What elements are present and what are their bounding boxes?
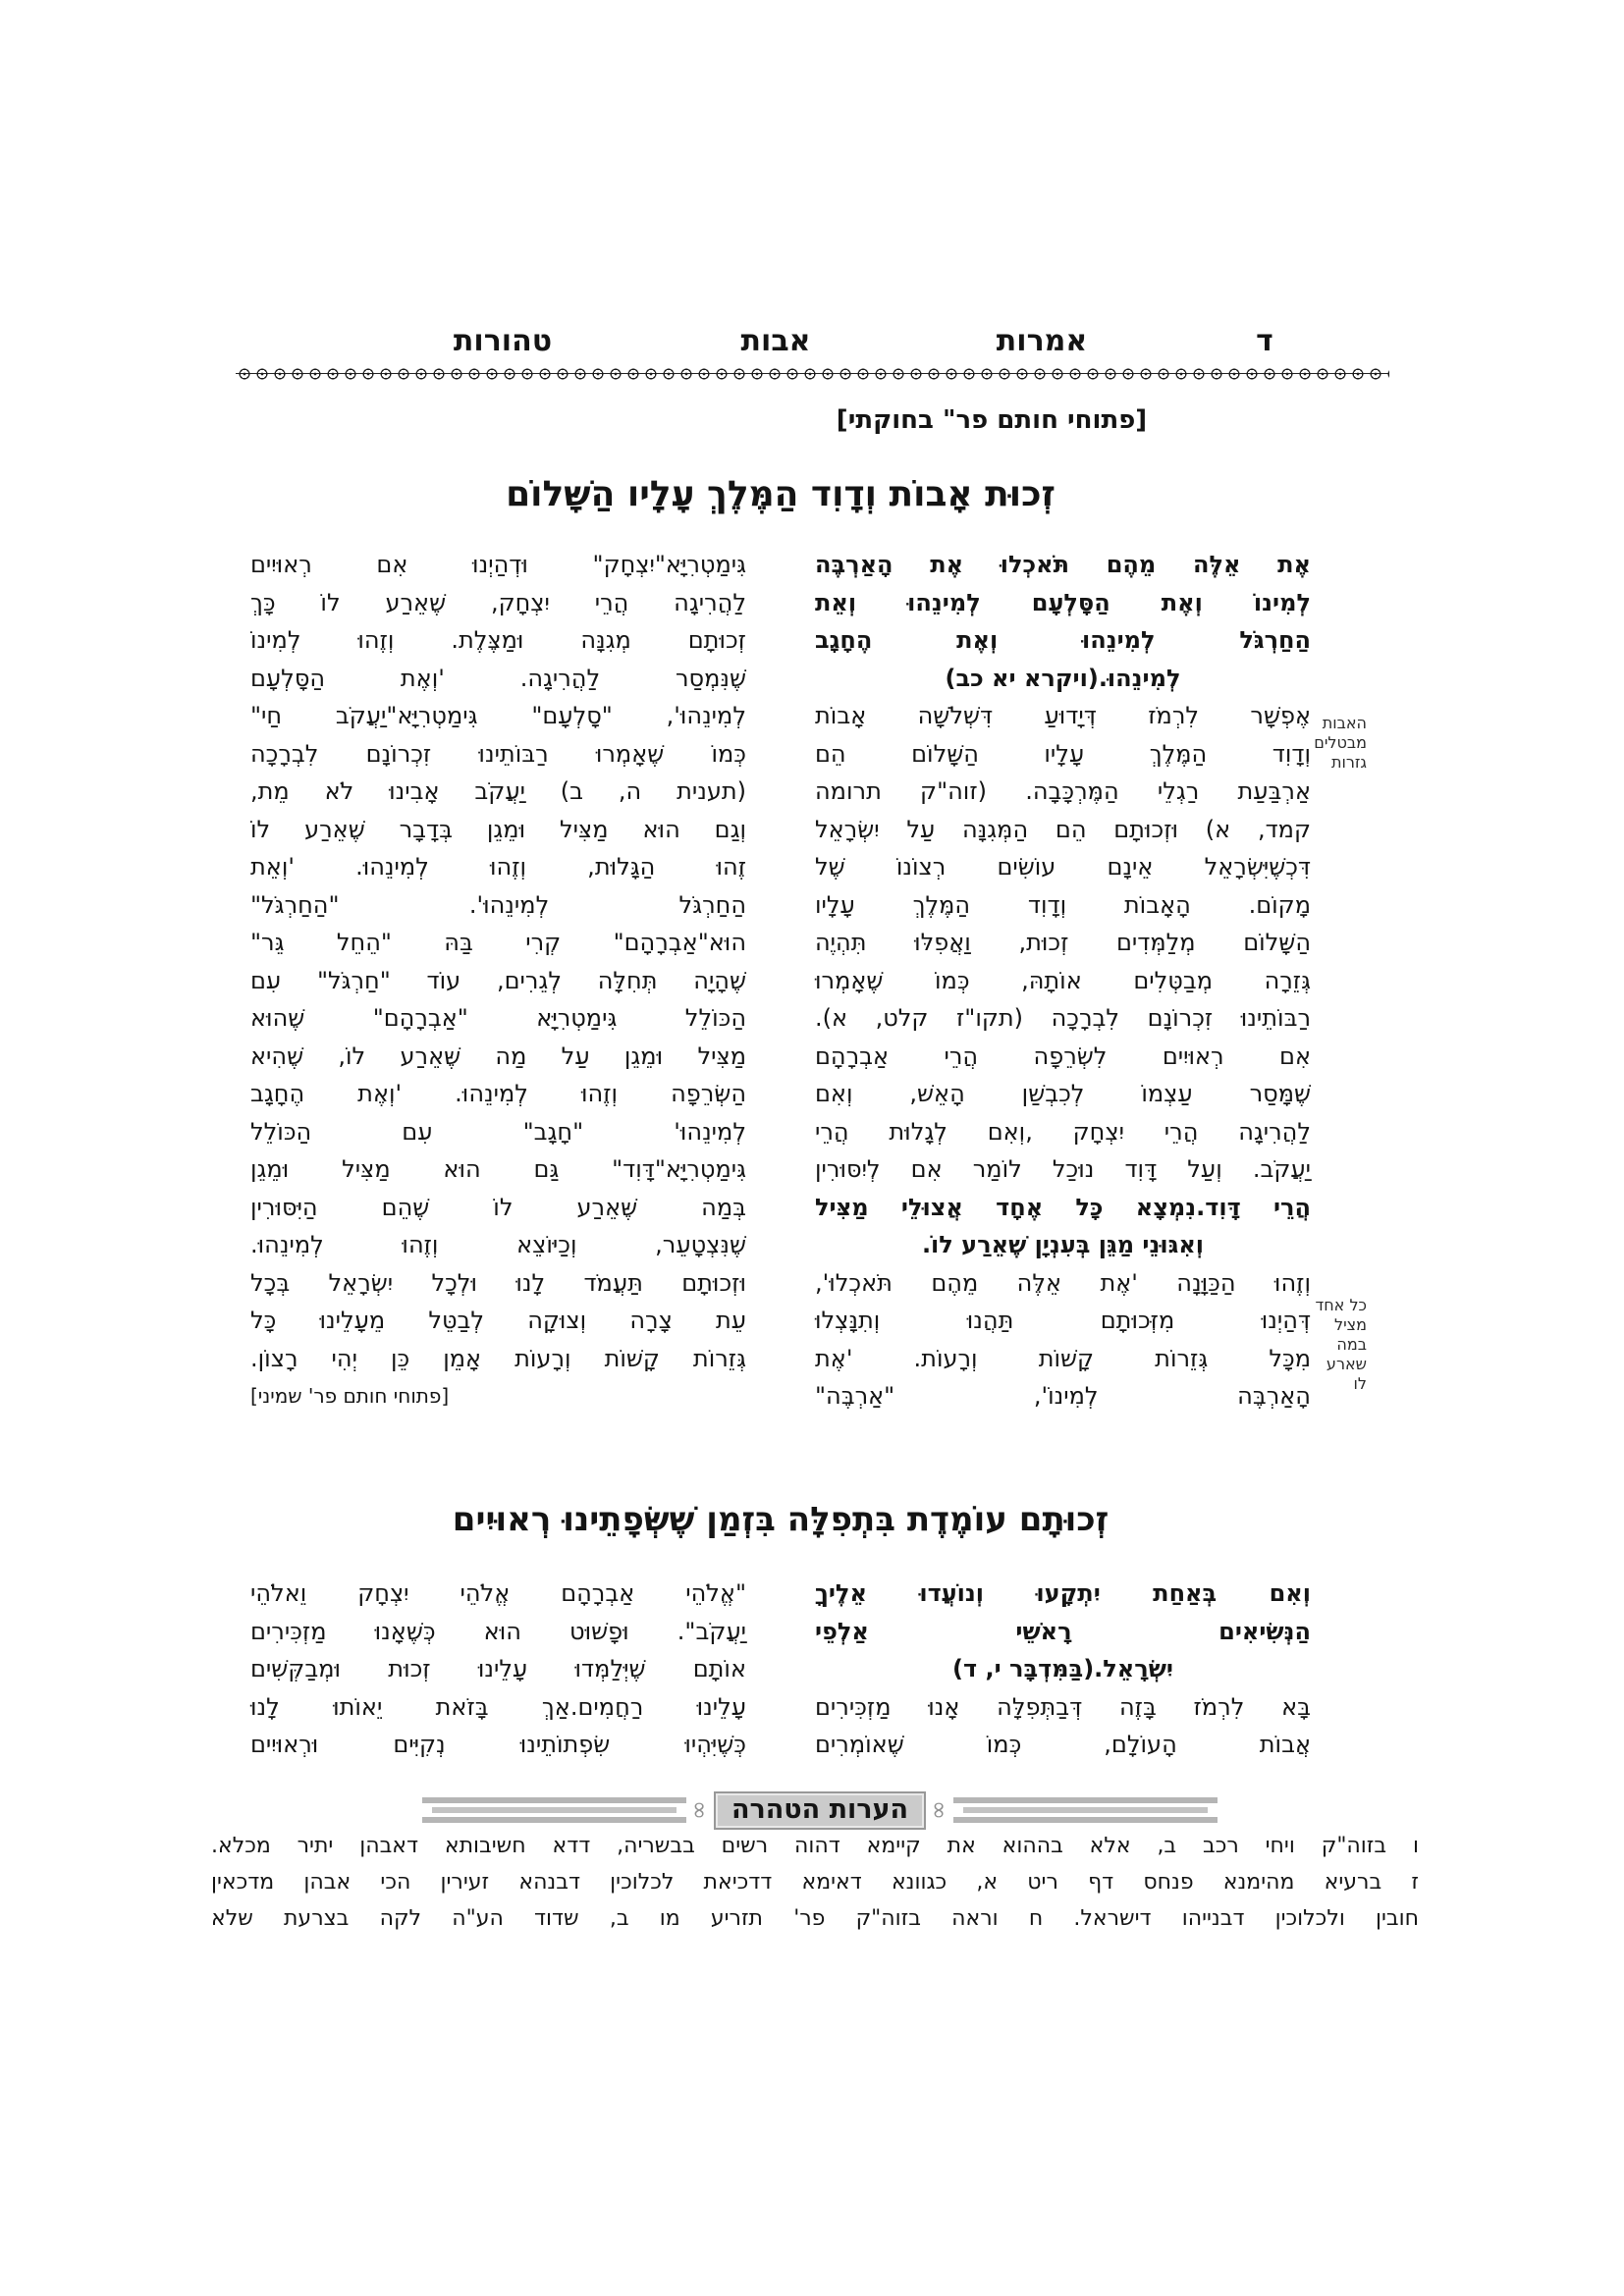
section2-title: זְכוּתָם עוֹמֶדֶת בִּתְפִלָּה בִּזְמַן שֶׁשְּׂפָתֵינוּ רְאוּיִים	[452, 1500, 1110, 1539]
text-line: הַשְּׂרֵפָה וְזֶהוּ לְמִינֵהוּ. 'וְאֶת הֶחָגָב	[250, 1080, 746, 1107]
text-line: וְזֶהוּ הַכַּוָּנָה 'אֶת אֵלֶּה מֵהֶם תֹּאכְלוּ',	[815, 1268, 1311, 1297]
text-line: הוּא"אַבְרָהָם" קְרִי בַּהּ "הֵחֵל גֵּר"	[250, 929, 746, 956]
text-line: הַכּוֹלֵל גִּימַטְרִיָּא "אַבְרָהָם" שֶׁהוּא	[250, 1004, 746, 1032]
text-line: אֲבוֹת הָעוֹלָם, כְּמוֹ שֶׁאוֹמְרִים	[815, 1731, 1311, 1758]
text-line: וְדָוִד הַמֶּלֶךְ עָלָיו הַשָּׁלוֹם הֵם	[815, 739, 1311, 768]
text-line: "אֱלֹהֵי אַבְרָהָם אֱלֹהֵי יִצְחָק וֵאלֹהֵי	[250, 1579, 746, 1607]
text-line: [פתוחי חותם פר' שמיני]	[250, 1384, 450, 1408]
text-line: כְּשֶׁיִּהְיוּ שִׂפְתוֹתֵינוּ נְקִיִּים וּרְאוּיִים	[250, 1731, 746, 1758]
margin-note-line: מבטלים	[1314, 733, 1367, 752]
text-line: וְאִגּוּנֵי מַגֵּן בְּעִנְיָן שֶׁאֵרַע לוֹ.	[921, 1231, 1205, 1258]
swirl-ornament-icon: ∞	[685, 1800, 714, 1820]
running-header	[0, 324, 1624, 363]
text-line: לְמִינוֹ וְאֶת הַסָּלְעָם לְמִינֵהוּ וְאֵת	[815, 588, 1311, 616]
text-line: הָאַרְבֶּה לְמִינוֹ', "אַרְבֶּה"	[815, 1382, 1311, 1410]
footnotes-block	[211, 1828, 1419, 1937]
text-line: הֲרֵי דָּוִד.נִמְצָא כָּל אֶחָד אֲצוּלֵי מַצִּיל	[815, 1193, 1311, 1221]
banner-bars-left	[422, 1797, 686, 1823]
text-line: הַנְּשִׂיאִים רָאשֵׁי אַלְפֵי	[815, 1617, 1311, 1645]
text-line: שֶׁהָיָה תְּחִלָּה לְגֵרִים, עוֹד "חַרְגֹּל" עִם	[250, 966, 746, 994]
footnotes-banner	[422, 1790, 1218, 1830]
margin-note-line: מציל	[1333, 1315, 1367, 1334]
margin-note-line: האבות	[1322, 714, 1367, 732]
text-line: יִשְׂרָאֵל.(בַּמִּדְבָּר י, ד)	[952, 1655, 1173, 1682]
text-line: שֶׁנִּצְטָעֵר, וְכַיּוֹצֵא וְזֶהוּ לְמִינֵהוּ.	[250, 1231, 746, 1258]
text-line: הַחַרְגֹּל לְמִינֵהוּ'. "הַחַרְגֹּל"	[250, 890, 746, 919]
page-number: ד	[1256, 324, 1273, 358]
text-line: עֵת צָרָה וְצוּקָה לְבַטֵּל מֵעָלֵינוּ כָּל	[250, 1307, 746, 1334]
text-line: אֶת אֵלֶּה מֵהֶם תֹּאכְלוּ אֶת הָאַרְבֶּה	[815, 551, 1311, 578]
swirl-ornament-icon: ∞	[926, 1800, 954, 1820]
footnotes-banner-title: הערות הטהרה	[714, 1791, 926, 1830]
text-line: יַעֲקֹב". וּפָשׁוּט הוּא כְּשֶׁאָנוּ מַזְכִּירִים	[250, 1617, 746, 1645]
text-line: בָּא לִרְמֹז בָּזֶה דְּבַתְּפִלָּה אָנוּ מַזְכִּירִים	[815, 1692, 1311, 1721]
text-line: לְמִינֵהוּ' "חָגָב" עִם הַכּוֹלֵל	[250, 1117, 746, 1146]
text-line: לְמִינֵהוּ.(ויקרא יא כב)	[945, 664, 1181, 692]
section2-columns	[250, 1575, 1311, 1764]
margin-note	[1257, 1296, 1367, 1394]
text-line: אִם רְאוּיִים לִשְׂרֵפָה הֲרֵי אַבְרָהָם	[815, 1041, 1311, 1070]
text-line: דְּהַיְנוּ מִזְּכוּתָם תַּהֲנוּ וְתִנָּצְלוּ	[815, 1307, 1311, 1334]
text-line: מַצִּיל וּמֵגֵן עַל מַה שֶּׁאֵרַע לוֹ, שֶׁהִיא	[250, 1041, 746, 1070]
text-line: זְכוּתָם מְגִנָּה וּמַצֶּלֶת. וְזֶהוּ לְמִינוֹ	[250, 626, 746, 654]
header-word-tehorot: טהורות	[453, 324, 553, 358]
text-line: גְּזֵרוֹת קָשׁוֹת וְרָעוֹת אָמֵן כֵּן יְהִי רָצוֹן.	[250, 1344, 746, 1372]
text-line: הַחַרְגֹּל לְמִינֵהוּ וְאֶת הֶחָגָב	[815, 626, 1311, 654]
section1-left-column	[250, 546, 746, 1415]
section1-title: זְכוּת אָבוֹת וְדָוִד הַמֶּלֶךְ עָלָיו הַשָּׁלוֹם	[506, 474, 1056, 514]
text-line: דִּכְשֶׁיִּשְׂרָאֵל אֵינָם עוֹשִׂים רְצוֹנוֹ שֶׁל	[815, 853, 1311, 881]
text-line: אֶפְשָׁר לִרְמֹז דְּיָדוּעַ דִּשְׁלֹשָׁה אָבוֹת	[815, 702, 1311, 729]
text-line: (תענית ה, ב) יַעֲקֹב אָבִינוּ לֹא מֵת,	[250, 777, 746, 805]
footnote-line: ז ברעיא מהימנא פנחס דף ריט א, כגוונא דאימא דדכיאת לכלוכין דבנהא זעירין הכי אבהן מדכאין	[211, 1870, 1419, 1895]
text-line: גִּימַטְרִיָּא"יִצְחָק" וּדְהַיְנוּ אִם רְאוּיִים	[250, 551, 746, 578]
text-line: זֶהוּ הַגָּלוּת, וְזֶהוּ לְמִינֵהוּ. 'וְאֵת	[250, 853, 746, 881]
text-line: מִכָּל גְּזֵרוֹת קָשׁוֹת וְרָעוֹת. 'אֶת	[815, 1344, 1311, 1372]
margin-note-line: לו	[1353, 1374, 1367, 1393]
text-line: אוֹתָם שֶׁיְּלַמְּדוּ עָלֵינוּ זְכוּת וּמְבַקְּשִׁים	[250, 1655, 746, 1682]
section1-right-column	[815, 546, 1311, 1415]
banner-bars-right	[953, 1797, 1218, 1823]
text-line: עָלֵינוּ רַחֲמִים.אַךְ בָּזֹאת יֵאוֹתוּ לָנוּ	[250, 1692, 746, 1721]
margin-note-line: שארע	[1326, 1355, 1367, 1373]
text-line: גִּימַטְרִיָּא"דָּוִד" גַּם הוּא מַצִּיל וּמֵגֵן	[250, 1155, 746, 1183]
footnote-line: חובין ולכלוכין דבנייהו דישראל. ח וראה בזוה"ק פר' תזריע מו ב, שדוד הע"ה לקה בצרעת שלא	[211, 1906, 1419, 1931]
section2-right-column	[815, 1575, 1311, 1764]
margin-note	[1257, 714, 1367, 773]
text-line: וּזְכוּתָם תַּעֲמֹד לָנוּ וּלְכָל יִשְׂרָאֵל בְּכָל	[250, 1268, 746, 1297]
text-line: וְאִם בְּאַחַת יִתְקָעוּ וְנוֹעֲדוּ אֵלֶיךָ	[815, 1579, 1311, 1607]
text-line: בְּמַה שֶּׁאֵרַע לוֹ שֶׁהֵם הַיִּסּוּרִין	[250, 1193, 746, 1221]
header-word-avot: אבות	[740, 324, 811, 358]
text-line: לַהֲרִיגָה הֲרֵי יִצְחָק ,וְאִם לְגָלוּת הֲרֵי	[815, 1117, 1311, 1146]
text-line: רַבּוֹתֵינוּ זִכְרוֹנָם לִבְרָכָה (תקו"ז קלט, א).	[815, 1004, 1311, 1032]
text-line: אַרְבַּעַת רַגְלֵי הַמֶּרְכָּבָה. (זוה"ק תרומה	[815, 777, 1311, 805]
text-line: וְגַם הוּא מַצִּיל וּמֵגֵן בְּדָבָר שֶׁאֵרַע לוֹ	[250, 815, 746, 843]
section1-columns	[250, 546, 1311, 1415]
text-line: כְּמוֹ שֶׁאָמְרוּ רַבּוֹתֵינוּ זִכְרוֹנָם לִבְרָכָה	[250, 739, 746, 768]
header-word-amarot: אמרות	[996, 324, 1088, 358]
text-line: לְמִינֵהוּ', "סָלְעָם" גִּימַטְרִיָּא"יַעֲקֹב חַי"	[250, 702, 746, 729]
margin-note-line: כל אחד	[1315, 1296, 1367, 1314]
text-line: מָקוֹם. הָאָבוֹת וְדָוִד הַמֶּלֶךְ עָלָיו	[815, 890, 1311, 919]
text-line: הַשָּׁלוֹם מְלַמְּדִים זְכוּת, וַאֲפִלּוּ תִּהְיֶה	[815, 929, 1311, 956]
text-line: קמד, א) וּזְכוּתָם הֵם הַמְּגִנָּה עַל יִשְׂרָאֵל	[815, 815, 1311, 843]
text-line: שֶׁמָּסַר עַצְמוֹ לְכִבְשַׁן הָאֵשׁ, וְאִם	[815, 1080, 1311, 1107]
margin-note-line: גזרות	[1330, 753, 1367, 772]
section2-left-column	[250, 1575, 746, 1764]
text-line: יַעֲקֹב. וְעַל דָּוִד נוּכַל לוֹמַר אִם לְיִסּוּרִין	[815, 1155, 1311, 1183]
footnote-line: ו בזוה"ק ויחי רכב ב, אלא בההוא את קיימא דהוה רשים בבשריה, דדא חשיבותא דאבהן יתיר מכלא.	[211, 1834, 1419, 1858]
text-line: גְּזֵרָה מְבַטְּלִים אוֹתָהּ, כְּמוֹ שֶׁאָמְרוּ	[815, 966, 1311, 994]
text-line: לַהֲרִיגָה הֲרֵי יִצְחָק, שֶׁאֵרַע לוֹ כָּךְ	[250, 588, 746, 616]
ornamental-divider	[236, 365, 1389, 383]
text-line: שֶׁנִּמְסַר לַהֲרִיגָה. 'וְאֶת הַסָּלְעָם	[250, 664, 746, 692]
top-source-note: [פתוחי חותם פר" בחוקתי]	[836, 405, 1148, 435]
margin-note-line: במה	[1336, 1335, 1367, 1354]
